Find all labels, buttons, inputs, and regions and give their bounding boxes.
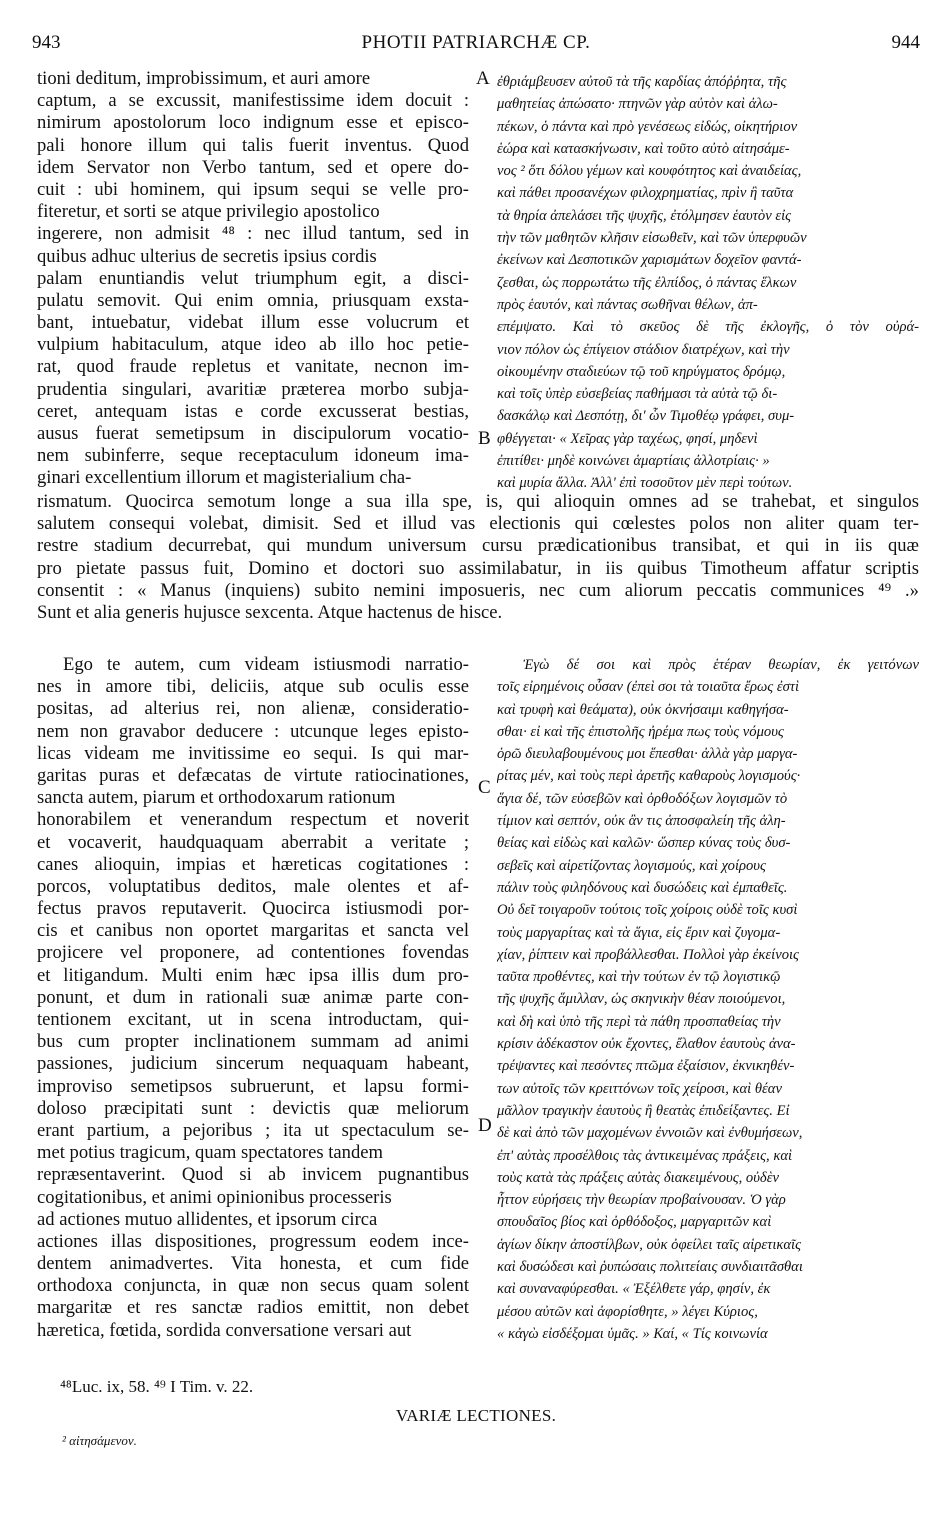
text-line: rismatum. Quocirca semotum longe a sua illa spe, is, qui alioquin omnes ad se trahebat, et singulos	[37, 491, 919, 512]
text-line: nem non gravabor deducere : utcunque leges episto-	[37, 720, 469, 742]
text-line: ἐκείνων καὶ Δεσποτικῶν χαρισμάτων δοχεῖον φαντά-	[497, 252, 802, 269]
text-line: repræsentaverint. Quod si ab invicem pugnantibus	[37, 1164, 469, 1186]
text-line: nes in amore tibi, deliciis, atque sub oculis esse	[37, 676, 469, 698]
text-line: cuit : ubi hominem, qui ipsum sequi se velle pro-	[37, 178, 469, 200]
text-line: ὁρῶ διευλαβουμένους μοι ἕπεσθαι· ἀλλὰ γὰρ μαργα-	[497, 746, 798, 763]
text-line: τοῖς εἰρημένοις οὖσαν (ἐπεὶ σοι τὰ τοιαῦτα ἔρως ἐστὶ	[497, 679, 800, 696]
running-title: PHOTII PATRIARCHÆ CP.	[361, 32, 591, 53]
text-line: hæretica, fœtida, sordida conversatione versari aut	[37, 1319, 412, 1341]
text-line: nem subinferre, seque receptaculum idoneum ima-	[37, 445, 469, 467]
text-line: pulatu semovit. Qui enim omnia, priusquam exsta-	[37, 289, 469, 311]
text-line: μέσου αὐτῶν καὶ ἀφορίσθητε, » λέγει Κύριος,	[497, 1303, 758, 1320]
text-line: captum, a se excussit, manifestissime idem docuit :	[37, 90, 469, 112]
text-line: honorabilem et venerandum respectum et noverit	[37, 809, 469, 831]
text-line: projicere vel proponere, ad contentiones fovendas	[37, 942, 469, 964]
text-line: καὶ δυσώδεσι καὶ ῥυπώσαις πολιτείαις συνδιαιτᾶσθαι	[497, 1259, 803, 1276]
text-line: καὶ πάθει προσανέχων φιλοχρηματίας, πρὶν ἢ ταῦτα	[497, 185, 794, 202]
text-line: ἐπιτίθει· μηδὲ κοινώνει ἁμαρτίαις ἀλλοτρίαις· »	[497, 453, 770, 470]
greek-column-block-1	[497, 71, 919, 495]
text-line: orthodoxa conjuncta, in quæ non secus quam solent	[37, 1275, 469, 1297]
text-line: fiteretur, et sorti se atque privilegio apostolico	[37, 201, 380, 223]
greek-column-block-2	[497, 654, 919, 1345]
text-line: μᾶλλον τραγικὴν ἑαυτοὺς ἢ θεατὰς ἐπιδείξαντες. Εἰ	[497, 1102, 790, 1119]
text-line: dentem animadvertes. Vita honesta, et cum fide	[37, 1253, 469, 1275]
text-line: margaritæ et res sanctæ radios emittit, non debet	[37, 1297, 469, 1319]
text-line: porcos, voluptatibus deditos, male olentes et af-	[37, 875, 469, 897]
text-line: positas, ad alterius rei, non alienæ, consideratio-	[37, 698, 469, 720]
text-line: bant, intuebatur, videbat illum esse volucrum et	[37, 312, 469, 334]
text-line: καὶ τρυφὴ καὶ θεάματα), οὐκ ὀκνήσαιμι καθηγήσα-	[497, 701, 789, 718]
text-line: ρίτας μέν, καὶ τοὺς περὶ ἀρετῆς καθαροὺς λογισμούς·	[497, 768, 801, 785]
text-line: rat, quod fraude repletus et vanitate, necnon im-	[37, 356, 469, 378]
text-line: ταῦτα προθέντες, καὶ τὴν τούτων ἐν τῷ λογιστικῷ	[497, 969, 781, 986]
text-line: δὲ καὶ ἀπὸ τῶν μαχομένων ἐννοιῶν καὶ ἐνθυμήσεων,	[497, 1125, 803, 1142]
text-line: passiones, judicium sincerum nequaquam habeant,	[37, 1053, 469, 1075]
text-line: οἰκουμένην σταδιεύων τῷ τοῦ κηρύγματος δρόμῳ,	[497, 363, 786, 380]
text-line: χίαν, ῥίπτειν καὶ προβάλλεσθαι. Πολλοὶ γὰρ ἐκείνοις	[497, 946, 799, 963]
text-line: tioni deditum, improbissimum, et auri amore	[37, 68, 371, 89]
text-line: idem Servator non Verbo tantum, sed et opere do-	[37, 156, 469, 178]
text-line: licas videam me invitissime eo sequi. Is qui mar-	[37, 742, 469, 764]
text-line: καὶ μυρία ἄλλα. Ἀλλ' ἐπὶ τοσοῦτον μὲν περὶ τούτων.	[497, 475, 793, 492]
text-line: palam enuntiandis velut triumphum egit, a disci-	[37, 267, 469, 289]
text-line: quibus adhuc ulterius de secretis ipsius cordis	[37, 245, 377, 267]
text-line: σθαι· εἰ καὶ τῆς ἐπιστολῆς ἠρέμα πως τοὺς νόμους	[497, 723, 784, 740]
text-line: Ego te autem, cum videam istiusmodi narratio-	[63, 654, 469, 675]
text-line: ἑώρα καὶ κατασκήνωσιν, καὶ τοῦτο αὐτὸ αἰτησάμε-	[497, 140, 790, 157]
text-line: ponunt, et dum in rationali suæ animæ parte con-	[37, 986, 469, 1008]
latin-full-width-paragraph	[37, 491, 919, 624]
text-line: νιον πόλον ὡς ἐπίγειον στάδιον διατρέχων, καὶ τὴν	[497, 341, 790, 358]
variae-lectiones-heading: VARIÆ LECTIONES.	[395, 1406, 557, 1425]
text-line: vulpium habitaculum, atque ideo ab illo hoc petie-	[37, 334, 469, 356]
footnotes: ⁴⁸Luc. ix, 58. ⁴⁹ I Tim. v. 22.	[60, 1377, 254, 1396]
text-line: μαθητείας ἀπώσατο· πτηνῶν γὰρ αὐτὸν καὶ ἀλω-	[497, 96, 778, 113]
text-line: pali honore illum qui talis fuerit inventus. Quod	[37, 134, 469, 156]
text-line: ἅγια δέ, τῶν εὐσεβῶν καὶ ὀρθοδόξων λογισμῶν τὸ	[497, 790, 788, 807]
text-line: garitas puras et defæcatas de virtute ratiocinationes,	[37, 764, 469, 786]
text-line: « κἀγὼ εἰσδέξομαι ὑμᾶς. » Καί, « Τίς κοινωνία	[497, 1325, 768, 1342]
text-line: consentit : « Manus (inquiens) subito nemini imposueris, nec cum aliorum peccatis communices ⁴⁹ .»	[37, 579, 919, 601]
text-line: ἁγίων δίκην ἀποστίλβων, οὐκ ὀφείλει ταῖς αἱρετικαῖς	[497, 1236, 802, 1253]
text-line: ginari excellentium illorum et magisterialium cha-	[37, 467, 412, 489]
text-line: fectus pravos reputaverit. Quocirca istiusmodi por-	[37, 898, 469, 920]
text-line: salutem consequi volebat, dimisit. Sed et illud vas electionis qui cœlestes polos non aliter quam ter-	[37, 513, 919, 535]
text-line: τοὺς μαργαρίτας καὶ τὰ ἅγια, εἰς ἔριν καὶ ζυγομα-	[497, 924, 781, 941]
text-line: σπουδαῖος βίος καὶ ὀρθόδοξος, μαργαριτῶν καὶ	[497, 1214, 772, 1231]
text-line: Οὐ δεῖ τοιγαροῦν τούτοις τοῖς χοίροις οὐδὲ τοῖς κυσὶ	[497, 902, 798, 919]
text-line: κρίσιν ἀδέκαστον οὐκ ἔχοντες, ἔλαθον ἑαυτοὺς ἀνα-	[497, 1036, 796, 1053]
margin-marker-c: C	[478, 777, 491, 798]
variae-lectiones-note: ² αἰτησάμενον.	[62, 1433, 137, 1448]
text-line: improviso semetipsos subruerunt, et lapsu formi-	[37, 1075, 469, 1097]
text-line: tentionem excitant, ut in scena introductam, qui-	[37, 1009, 469, 1030]
text-line: καὶ δὴ καὶ ὑπὸ τῆς περὶ τὰ πάθη προσπαθείας τὴν	[497, 1013, 781, 1030]
text-line: Ἐγὼ δέ σοι καὶ πρὸς ἑτέραν θεωρίαν, ἐκ γειτόνων	[523, 657, 919, 673]
text-line: σεβεῖς καὶ αἱρετίζοντας λογισμούς, καὶ χοίρους	[497, 857, 766, 874]
text-line: των αὐτοῖς τῶν κρειττόνων τοῖς χείροσι, καὶ θέαν	[497, 1080, 782, 1097]
text-line: ingerere, non admisit ⁴⁸ : nec illud tantum, sed in	[37, 223, 469, 245]
text-line: et litigandum. Multi enim hæc ipsa illis dum pro-	[37, 964, 469, 986]
text-line: καὶ συναναφύρεσθαι. « Ἐξέλθετε γάρ, φησίν, ἐκ	[497, 1281, 771, 1298]
text-line: nimirum apostolorum loco indignum esse et episco-	[37, 112, 469, 134]
text-line: τοὺς κατὰ τὰς πράξεις αὐτὰς διακειμένους, οὐδὲν	[497, 1169, 779, 1186]
latin-column-block-1	[37, 68, 469, 490]
text-line: ceret, antequam istas e corde excusserat bestias,	[37, 400, 469, 422]
text-line: ausus fuerat semetipsum in discipulorum vocatio-	[37, 423, 469, 444]
text-line: pro pietate passus fuit, Domino et doctori suo assimilabatur, in iis quibus Timotheum affatur scriptis	[37, 557, 919, 579]
text-line: ζεσθαι, ὡς πορρωτάτω τῆς ἐλπίδος, ὁ πάντας ἕλκων	[497, 274, 797, 291]
text-line: ἧττον εὑρήσεις τὴν θεωρίαν προβαίνουσαν. Ὁ γὰρ	[497, 1192, 786, 1209]
left-page-number: 943	[32, 32, 61, 53]
text-line: prudentia singulari, avaritiæ præterea morbo subja-	[37, 378, 469, 400]
right-page-number: 944	[891, 32, 920, 53]
text-line: sancta autem, piarum et orthodoxarum rationum	[37, 787, 396, 809]
text-line: πρὸς ἑαυτόν, καὶ πάντας σωθῆναι θέλων, ἀπ-	[497, 296, 758, 313]
text-line: φθέγγεται· « Χεῖρας γὰρ ταχέως, φησί, μηδενὶ	[497, 430, 758, 447]
margin-marker-a: A	[476, 68, 490, 89]
text-line: τὴν τῶν μαθητῶν κλῆσιν εἰσωθεῖν, καὶ τῶν ὑπερφυῶν	[497, 230, 807, 247]
text-line: τίμιον καὶ σεπτόν, οὐκ ἂν τις ἀποσφαλείη τῆς ἀλη-	[497, 813, 786, 830]
text-line: restre stadium decurrebat, qui mundum universum cursu prædicationibus transibat, et qui in iis quæ	[37, 535, 919, 557]
text-line: canes alioquin, impias et hæreticas cogitationes :	[37, 853, 469, 875]
text-line: ἐθριάμβευσεν αὐτοῦ τὰ τῆς καρδίας ἀπόῤῥητα, τῆς	[497, 74, 787, 90]
margin-marker-b: B	[478, 428, 491, 449]
text-line: ad actiones mutuo allidentes, et ipsorum circa	[37, 1208, 378, 1230]
text-line: met potius tragicum, quam spectatores tandem	[37, 1142, 383, 1164]
text-line: πάλιν τοὺς φιληδόνους καὶ δυσώδεις καὶ ἐμπαθεῖς.	[497, 879, 788, 896]
text-line: νος ² ὅτι δόλου γέμων καὶ κουφότητος καὶ ἀναιδείας,	[497, 163, 802, 180]
text-line: τὰ θηρία ἀπελάσει τῆς ψυχῆς, ἐτόλμησεν ἑαυτὸν εἰς	[497, 207, 792, 224]
text-line: cis et canibus non oportet margaritas et sancta vel	[37, 920, 469, 942]
text-line: τῆς ψυχῆς ἅμιλλαν, ὡς σκηνικὴν θέαν ποιούμενοι,	[497, 991, 786, 1008]
text-line: actiones illas dispositiones, progressum eodem ince-	[37, 1230, 469, 1252]
text-line: bus cum propter inclinationem summam ad animi	[37, 1031, 469, 1053]
text-line: et vocaverit, haudquaquam aberrabit a veritate ;	[37, 831, 469, 853]
text-line: πέκων, ὁ πάντα καὶ πρὸ γενέσεως εἰδώς, οἰκητήριον	[497, 118, 798, 135]
text-line: δασκάλῳ καὶ Δεσπότῃ, δι' ὧν Τιμοθέῳ γράφει, συμ-	[497, 408, 795, 425]
page-header	[32, 32, 920, 58]
text-line: Sunt et alia generis hujusce sexcenta. Atque hactenus de hisce.	[37, 601, 503, 623]
margin-marker-d: D	[478, 1115, 492, 1136]
text-line: doloso præcipitati sunt : devictis quæ meliorum	[37, 1097, 469, 1119]
text-line: καὶ τοῖς ὑπὲρ εὐσεβείας παθήμασι τὰ αὐτὰ τῷ δι-	[497, 386, 778, 403]
text-line: ἐπ' αὐτὰς προσέλθοις τὰς ἀντικειμένας πράξεις, καὶ	[497, 1147, 793, 1164]
text-line: θείας καὶ εἰδὼς καὶ καλῶν· ὥσπερ κύνας τοὺς δυσ-	[497, 835, 791, 852]
text-line: cogitationibus, et animi opinionibus processeris	[37, 1186, 392, 1208]
text-line: επέμψατο. Καὶ τὸ σκεῦος δὲ τῆς ἐκλογῆς, ὁ τὸν οὐρά-	[497, 319, 919, 336]
text-line: erant partium, a pejoribus ; ita ut spectaculum se-	[37, 1119, 469, 1141]
latin-column-block-2	[37, 654, 469, 1342]
text-line: τρέψαντες καὶ πεσόντες πτῶμα ἐξαίσιον, ἐκνικηθέν-	[497, 1058, 795, 1075]
